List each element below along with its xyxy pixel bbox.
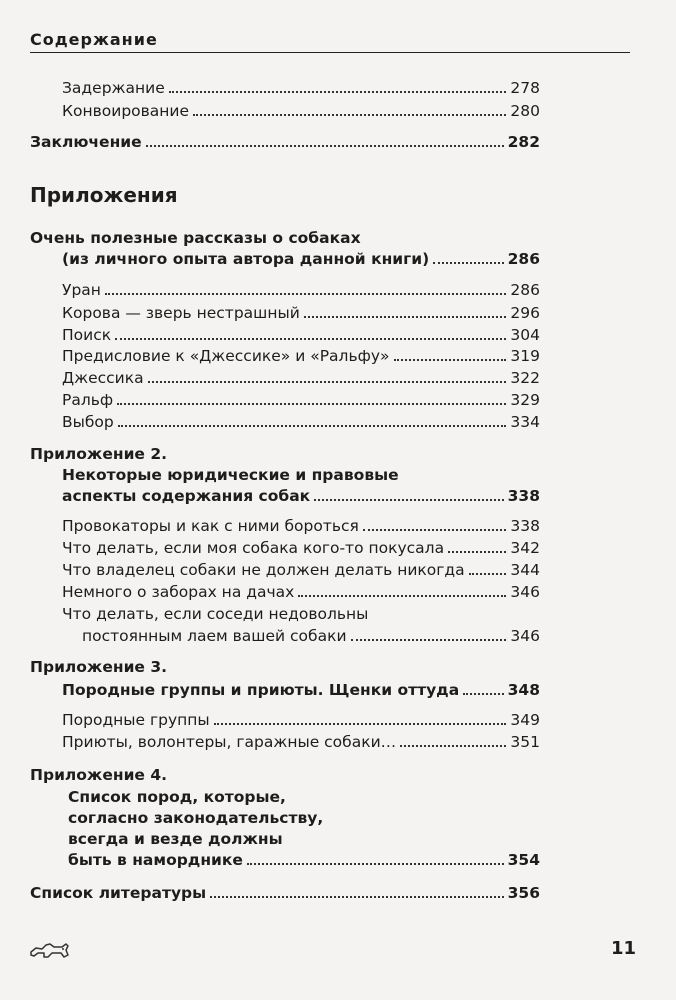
toc-entry: (из личного опыта автора данной книги) 286 <box>62 250 540 268</box>
toc-entry: Джессика 322 <box>62 369 540 387</box>
page-number: 11 <box>610 938 636 959</box>
toc-entry: Уран 286 <box>62 281 540 299</box>
toc-heading: согласно законодательству, <box>68 809 324 827</box>
toc-entry: Список литературы 356 <box>30 884 540 902</box>
toc-entry: Ральф 329 <box>62 391 540 409</box>
toc-entry: быть в наморднике 354 <box>68 851 540 869</box>
toc-heading: всегда и везде должны <box>68 830 283 848</box>
toc-entry: Заключение 282 <box>30 133 540 151</box>
toc-entry: Поиск 304 <box>62 326 540 344</box>
toc-appendix-label: Приложение 2. <box>30 445 168 463</box>
toc-appendix-label: Приложение 3. <box>30 658 168 676</box>
toc-entry: Провокаторы и как с ними бороться 338 <box>62 517 540 535</box>
toc-entry: Корова — зверь нестрашный 296 <box>62 304 540 322</box>
toc-entry: Конвоирование 280 <box>62 102 540 120</box>
toc-entry: Немного о заборах на дачах 346 <box>62 583 540 601</box>
toc-appendix-label: Приложение 4. <box>30 766 168 784</box>
toc-entry: Задержание 278 <box>62 79 540 97</box>
toc-entry: Приюты, волонтеры, гаражные собаки… 351 <box>62 733 540 751</box>
toc-heading: Список пород, которые, <box>68 788 286 806</box>
dog-icon <box>28 938 72 962</box>
toc-entry: Выбор 334 <box>62 413 540 431</box>
toc-entry: аспекты содержания собак 338 <box>62 487 540 505</box>
toc-entry: Что владелец собаки не должен делать никогда 344 <box>62 561 540 579</box>
toc-heading: Очень полезные рассказы о собаках <box>30 229 361 247</box>
section-title: Приложения <box>30 183 178 207</box>
toc-entry: постоянным лаем вашей собаки 346 <box>82 627 540 645</box>
toc-heading: Что делать, если соседи недовольны <box>62 605 369 623</box>
toc-entry: Предисловие к «Джессике» и «Ральфу» 319 <box>62 347 540 365</box>
toc-entry: Породные группы 349 <box>62 711 540 729</box>
toc-entry: Что делать, если моя собака кого-то покусала 342 <box>62 539 540 557</box>
toc-entry: Породные группы и приюты. Щенки оттуда 348 <box>62 681 540 699</box>
toc-heading: Некоторые юридические и правовые <box>62 466 399 484</box>
running-head: Содержание <box>30 30 158 49</box>
